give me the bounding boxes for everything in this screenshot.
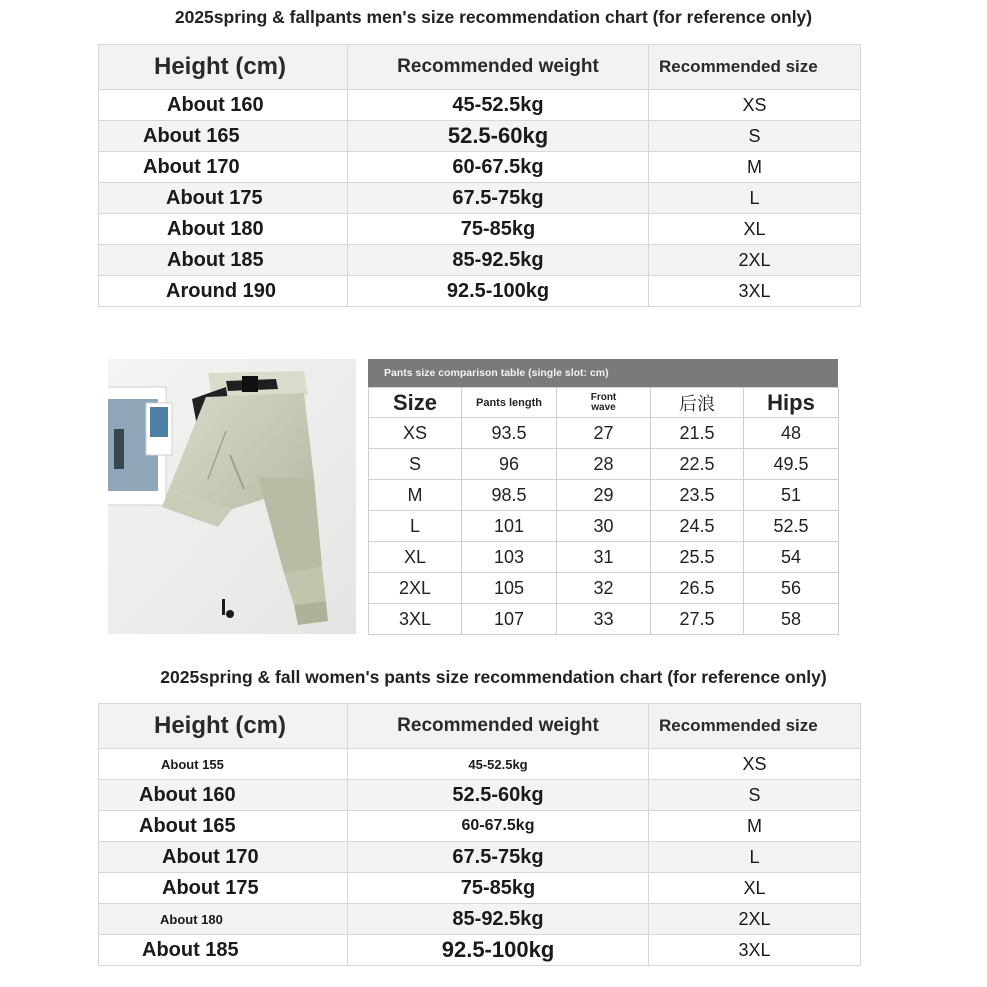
weight-cell: 52.5-60kg xyxy=(348,121,649,152)
height-cell: About 185 xyxy=(99,935,348,966)
size-cell: S xyxy=(369,449,462,480)
table-row xyxy=(99,780,861,811)
table-row xyxy=(99,245,861,276)
table-row xyxy=(99,873,861,904)
men-chart-title: 2025spring & fallpants men's size recommendation chart (for reference only) xyxy=(174,7,813,27)
table-row xyxy=(369,604,839,635)
table-header-row xyxy=(99,704,861,749)
table-row xyxy=(99,121,861,152)
size-cell: XL xyxy=(649,873,861,904)
length-cell: 93.5 xyxy=(462,418,557,449)
comparison-table-title: Pants size comparison table (single slot: cm) xyxy=(368,359,838,387)
size-cell: 3XL xyxy=(649,935,861,966)
weight-cell: 45-52.5kg xyxy=(348,749,649,780)
size-cell: L xyxy=(369,511,462,542)
size-cell: 2XL xyxy=(649,245,861,276)
table-row xyxy=(99,842,861,873)
size-cell: M xyxy=(369,480,462,511)
table-row xyxy=(99,183,861,214)
back-cell: 25.5 xyxy=(651,542,744,573)
size-cell: L xyxy=(649,183,861,214)
size-cell: XL xyxy=(369,542,462,573)
table-row xyxy=(99,935,861,966)
weight-cell: 92.5-100kg xyxy=(348,935,649,966)
hips-cell: 51 xyxy=(744,480,839,511)
back-cell: 24.5 xyxy=(651,511,744,542)
table-row xyxy=(99,90,861,121)
table-row xyxy=(369,542,839,573)
size-cell: S xyxy=(649,780,861,811)
weight-cell: 60-67.5kg xyxy=(348,811,649,842)
hips-cell: 52.5 xyxy=(744,511,839,542)
height-cell: About 170 xyxy=(99,842,348,873)
hips-cell: 54 xyxy=(744,542,839,573)
weight-cell: 67.5-75kg xyxy=(348,842,649,873)
hips-cell: 48 xyxy=(744,418,839,449)
length-cell: 101 xyxy=(462,511,557,542)
height-cell: About 160 xyxy=(99,90,348,121)
table-row xyxy=(369,418,839,449)
header-weight: Recommended weight xyxy=(348,45,649,90)
hips-cell: 49.5 xyxy=(744,449,839,480)
weight-cell: 75-85kg xyxy=(348,873,649,904)
header-size: Recommended size xyxy=(649,704,861,749)
height-cell: About 175 xyxy=(99,873,348,904)
header-size: Size xyxy=(369,388,462,418)
table-row xyxy=(99,749,861,780)
height-cell: About 165 xyxy=(99,121,348,152)
height-cell: About 170 xyxy=(99,152,348,183)
front-cell: 31 xyxy=(557,542,651,573)
size-comparison-table xyxy=(368,387,839,635)
height-cell: Around 190 xyxy=(99,276,348,307)
header-front-wave: Front wave xyxy=(557,388,651,418)
front-cell: 28 xyxy=(557,449,651,480)
length-cell: 105 xyxy=(462,573,557,604)
height-cell: About 160 xyxy=(99,780,348,811)
table-row xyxy=(99,214,861,245)
size-cell: XL xyxy=(649,214,861,245)
height-cell: About 180 xyxy=(99,214,348,245)
size-cell: 3XL xyxy=(369,604,462,635)
back-cell: 23.5 xyxy=(651,480,744,511)
table-row xyxy=(369,511,839,542)
height-cell: About 165 xyxy=(99,811,348,842)
front-cell: 30 xyxy=(557,511,651,542)
size-cell: 2XL xyxy=(369,573,462,604)
header-size: Recommended size xyxy=(649,45,861,90)
size-cell: 3XL xyxy=(649,276,861,307)
women-chart-title: 2025spring & fall women's pants size recommendation chart (for reference only) xyxy=(160,667,827,687)
size-cell: M xyxy=(649,811,861,842)
size-cell: M xyxy=(649,152,861,183)
header-back-wave: 后浪 xyxy=(651,388,744,418)
pants-illustration xyxy=(108,359,356,634)
header-height: Height (cm) xyxy=(99,704,348,749)
weight-cell: 85-92.5kg xyxy=(348,904,649,935)
table-row xyxy=(369,480,839,511)
weight-cell: 52.5-60kg xyxy=(348,780,649,811)
size-cell: L xyxy=(649,842,861,873)
back-cell: 22.5 xyxy=(651,449,744,480)
height-cell: About 180 xyxy=(99,904,348,935)
front-cell: 27 xyxy=(557,418,651,449)
table-header-row xyxy=(99,45,861,90)
size-cell: XS xyxy=(649,749,861,780)
table-row xyxy=(369,573,839,604)
back-cell: 26.5 xyxy=(651,573,744,604)
height-cell: About 185 xyxy=(99,245,348,276)
length-cell: 103 xyxy=(462,542,557,573)
weight-cell: 67.5-75kg xyxy=(348,183,649,214)
size-cell: 2XL xyxy=(649,904,861,935)
hips-cell: 56 xyxy=(744,573,839,604)
height-cell: About 175 xyxy=(99,183,348,214)
height-cell: About 155 xyxy=(99,749,348,780)
header-pants-length: Pants length xyxy=(462,388,557,418)
length-cell: 107 xyxy=(462,604,557,635)
weight-cell: 60-67.5kg xyxy=(348,152,649,183)
table-row xyxy=(99,904,861,935)
table-row xyxy=(99,152,861,183)
back-cell: 27.5 xyxy=(651,604,744,635)
pants-product-photo xyxy=(108,359,356,634)
front-cell: 33 xyxy=(557,604,651,635)
back-cell: 21.5 xyxy=(651,418,744,449)
table-row xyxy=(99,811,861,842)
size-cell: XS xyxy=(649,90,861,121)
weight-cell: 45-52.5kg xyxy=(348,90,649,121)
women-size-table xyxy=(98,703,861,966)
size-cell: S xyxy=(649,121,861,152)
header-hips: Hips xyxy=(744,388,839,418)
men-size-table xyxy=(98,44,861,307)
table-header-row xyxy=(369,388,839,418)
weight-cell: 75-85kg xyxy=(348,214,649,245)
size-cell: XS xyxy=(369,418,462,449)
length-cell: 98.5 xyxy=(462,480,557,511)
front-cell: 32 xyxy=(557,573,651,604)
weight-cell: 85-92.5kg xyxy=(348,245,649,276)
length-cell: 96 xyxy=(462,449,557,480)
header-height: Height (cm) xyxy=(99,45,348,90)
table-row xyxy=(99,276,861,307)
hips-cell: 58 xyxy=(744,604,839,635)
header-weight: Recommended weight xyxy=(348,704,649,749)
front-cell: 29 xyxy=(557,480,651,511)
table-row xyxy=(369,449,839,480)
weight-cell: 92.5-100kg xyxy=(348,276,649,307)
